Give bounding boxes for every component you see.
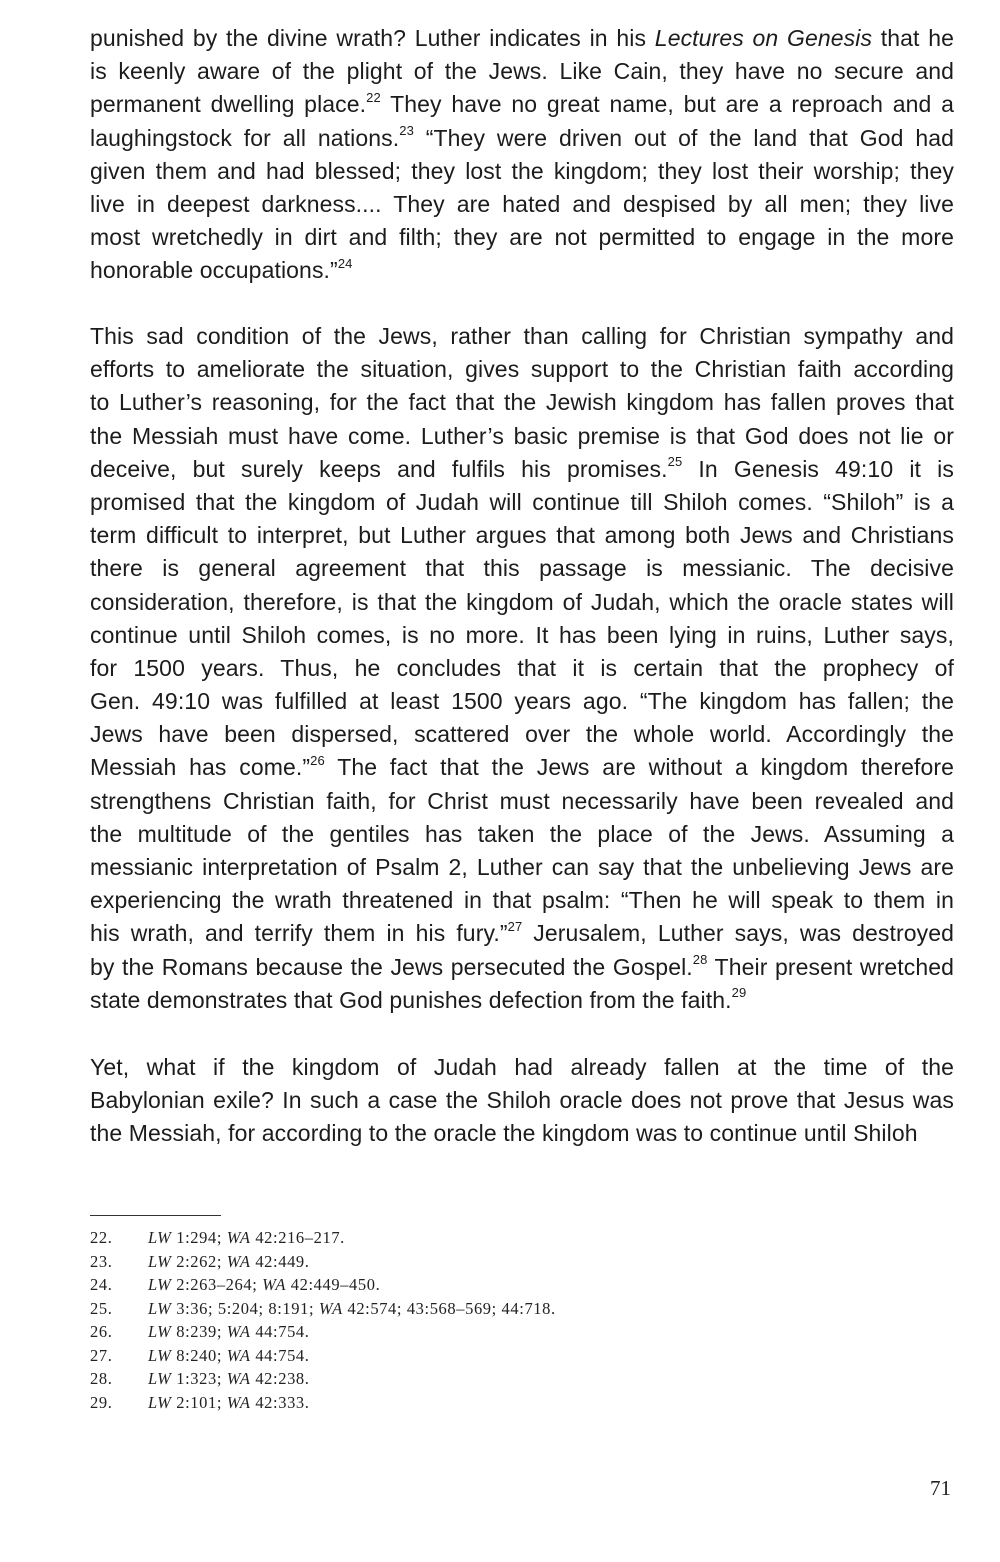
footnote-ref: 29 (731, 985, 747, 1001)
text-line (90, 88, 954, 121)
text-run: Gen. 49:10 was fulfilled at least 1500 years ago. “The kingdom has fallen; the (90, 688, 954, 715)
text-run: laughingstock for all nations. (90, 124, 400, 151)
text-line (90, 22, 954, 55)
footnote (90, 1344, 790, 1368)
text-run: most wretchedly in dirt and filth; they are not permitted to engage in the more (90, 224, 954, 251)
text-run: This sad condition of the Jews, rather than calling for Christian sympathy and (90, 323, 954, 349)
citation-text: 42:216–217. (250, 1228, 345, 1247)
footnote-number: 28. (90, 1369, 113, 1388)
footnote (90, 1320, 790, 1344)
citation-text: 44:754. (250, 1322, 310, 1341)
text-run: his wrath, and terrify them in his fury.” (90, 920, 508, 947)
page-number: 71 (930, 1476, 951, 1500)
footnote-number: 23. (90, 1251, 113, 1271)
text-run: Jews have been dispersed, scattered over the whole world. Accordingly the (90, 721, 954, 748)
text-run: permanent dwelling place. (90, 91, 367, 118)
source-abbrev: LW (148, 1369, 172, 1388)
text-run: the Messiah must have come. Luther’s basic premise is that God does not lie or (90, 422, 954, 449)
citation-text: 1:323; (171, 1369, 227, 1388)
text-line (90, 718, 954, 751)
text-line (90, 851, 954, 884)
text-line (90, 685, 954, 718)
source-abbrev: WA (262, 1275, 287, 1294)
text-line (90, 785, 954, 818)
text-run: promised that the kingdom of Judah will continue till Shiloh comes. “Shiloh” is a (90, 488, 954, 515)
footnote-ref: 24 (337, 255, 353, 271)
text-line (90, 420, 954, 453)
text-run: Yet, what if the kingdom of Judah had already fallen at the time of the (90, 1054, 954, 1080)
source-abbrev: WA (226, 1369, 251, 1388)
text-run: honorable occupations.” (90, 257, 338, 284)
text-run: consideration, therefore, is that the kingdom of Judah, which the oracle states will (90, 588, 954, 615)
citation-text: 42:574; 43:568–569; 44:718. (342, 1298, 556, 1318)
source-abbrev: LW (148, 1275, 172, 1294)
text-line (90, 386, 954, 419)
text-line (90, 221, 954, 254)
text-line (90, 353, 954, 386)
text-run: for 1500 years. Thus, he concludes that it is certain that the prophecy of (90, 654, 954, 681)
source-abbrev: WA (226, 1322, 251, 1341)
text-line (90, 984, 954, 1017)
text-run: experiencing the wrath threatened in that psalm: “Then he will speak to them in (90, 887, 954, 914)
text-run: deceive, but surely keeps and fulfils his promises. (90, 455, 668, 482)
text-line (90, 951, 954, 984)
text-run: given them and had blessed; they lost the kingdom; they lost their worship; they (90, 157, 954, 184)
text-run: In Genesis 49:10 it is (682, 455, 954, 482)
paragraph-2 (90, 320, 954, 1017)
source-abbrev: WA (226, 1251, 251, 1271)
text-line (90, 122, 954, 155)
text-run: term difficult to interpret, but Luther argues that among both Jews and Christians (90, 522, 954, 549)
citation-text: 2:101; (171, 1392, 227, 1412)
footnote (90, 1367, 790, 1391)
source-abbrev: WA (226, 1228, 251, 1247)
footnote (90, 1391, 790, 1415)
text-line (90, 1117, 954, 1150)
footnote (90, 1273, 790, 1297)
paragraph-1 (90, 22, 954, 288)
citation-text: 42:333. (250, 1392, 310, 1412)
text-line (90, 519, 954, 552)
source-abbrev: LW (148, 1392, 172, 1412)
source-abbrev: LW (148, 1322, 172, 1341)
text-run: The fact that the Jews are without a kingdom therefore (324, 754, 954, 781)
footnote-ref: 23 (399, 122, 414, 138)
citation-text: 42:449–450. (286, 1275, 381, 1294)
text-line (90, 884, 954, 917)
source-abbrev: WA (318, 1298, 343, 1318)
text-run: They have no great name, but are a reproach and a (380, 91, 954, 118)
text-run: by the Romans because the Jews persecuted the Gospel. (90, 953, 693, 980)
text-line (90, 486, 954, 519)
footnote (90, 1250, 790, 1274)
text-line (90, 751, 954, 784)
source-abbrev: WA (226, 1392, 251, 1412)
text-run: is keenly aware of the plight of the Jews. Like Cain, they have no secure and (90, 58, 954, 85)
citation-text: 2:263–264; (171, 1275, 263, 1294)
text-line (90, 917, 954, 950)
footnote-separator (90, 1215, 221, 1216)
text-run: Messiah has come.” (90, 754, 311, 781)
text-line (90, 320, 954, 353)
text-line (90, 652, 954, 685)
text-line (90, 818, 954, 851)
footnote-ref: 28 (692, 951, 708, 967)
text-run: that he (872, 25, 954, 51)
footnotes (90, 1226, 790, 1414)
text-line (90, 254, 954, 287)
text-run: Jerusalem, Luther says, was destroyed (522, 920, 954, 947)
text-run: efforts to ameliorate the situation, gives support to the Christian faith according (90, 356, 954, 383)
text-run: state demonstrates that God punishes defection from the faith. (90, 986, 732, 1013)
source-abbrev: LW (148, 1298, 172, 1318)
citation-text: 3:36; 5:204; 8:191; (171, 1298, 319, 1318)
footnote-number: 29. (90, 1392, 113, 1412)
paragraph-3 (90, 1051, 954, 1151)
text-line (90, 55, 954, 88)
footnote-number: 24. (90, 1275, 113, 1294)
text-line (90, 1051, 954, 1084)
text-run: Their present wretched (707, 953, 954, 980)
footnote-ref: 22 (366, 89, 381, 105)
citation-text: 2:262; (171, 1251, 227, 1271)
text-run: the multitude of the gentiles has taken the place of the Jews. Assuming a (90, 820, 954, 847)
citation-text: 8:239; (171, 1322, 227, 1341)
italic-title: Lectures on Genesis (654, 25, 873, 51)
text-run: “They were driven out of the land that God had (413, 124, 954, 151)
text-run: Babylonian exile? In such a case the Shiloh oracle does not prove that Jesus was (90, 1087, 954, 1114)
footnote-number: 26. (90, 1322, 113, 1341)
text-run: the Messiah, for according to the oracle the kingdom was to continue until Shiloh (90, 1120, 918, 1147)
footnote-number: 27. (90, 1345, 113, 1365)
source-abbrev: LW (148, 1251, 172, 1271)
text-run: live in deepest darkness.... They are hated and despised by all men; they live (90, 190, 954, 217)
text-run: to Luther’s reasoning, for the fact that the Jewish kingdom has fallen proves that (90, 389, 954, 416)
footnote-ref: 26 (310, 752, 325, 768)
text-run: punished by the divine wrath? Luther indicates in his (90, 25, 655, 51)
footnote-ref: 25 (667, 454, 683, 470)
text-run: strengthens Christian faith, for Christ must necessarily have been revealed and (90, 787, 954, 814)
text-line (90, 155, 954, 188)
text-run: there is general agreement that this passage is messianic. The decisive (90, 555, 954, 582)
footnote (90, 1297, 790, 1321)
text-run: messianic interpretation of Psalm 2, Luther can say that the unbelieving Jews are (90, 854, 954, 880)
text-line (90, 586, 954, 619)
text-line (90, 453, 954, 486)
text-run: continue until Shiloh comes, is no more. It has been lying in ruins, Luther says, (90, 621, 954, 648)
text-line (90, 619, 954, 652)
source-abbrev: WA (226, 1345, 251, 1365)
footnote-ref: 27 (507, 918, 523, 934)
citation-text: 42:238. (250, 1369, 310, 1388)
footnote-number: 22. (90, 1228, 113, 1247)
citation-text: 1:294; (171, 1228, 227, 1247)
source-abbrev: LW (148, 1228, 172, 1247)
footnote-number: 25. (90, 1298, 113, 1318)
source-abbrev: LW (148, 1345, 172, 1365)
text-line (90, 188, 954, 221)
citation-text: 44:754. (250, 1345, 310, 1365)
citation-text: 42:449. (250, 1251, 310, 1271)
text-line (90, 552, 954, 585)
text-line (90, 1084, 954, 1117)
footnote (90, 1226, 790, 1250)
citation-text: 8:240; (171, 1345, 227, 1365)
